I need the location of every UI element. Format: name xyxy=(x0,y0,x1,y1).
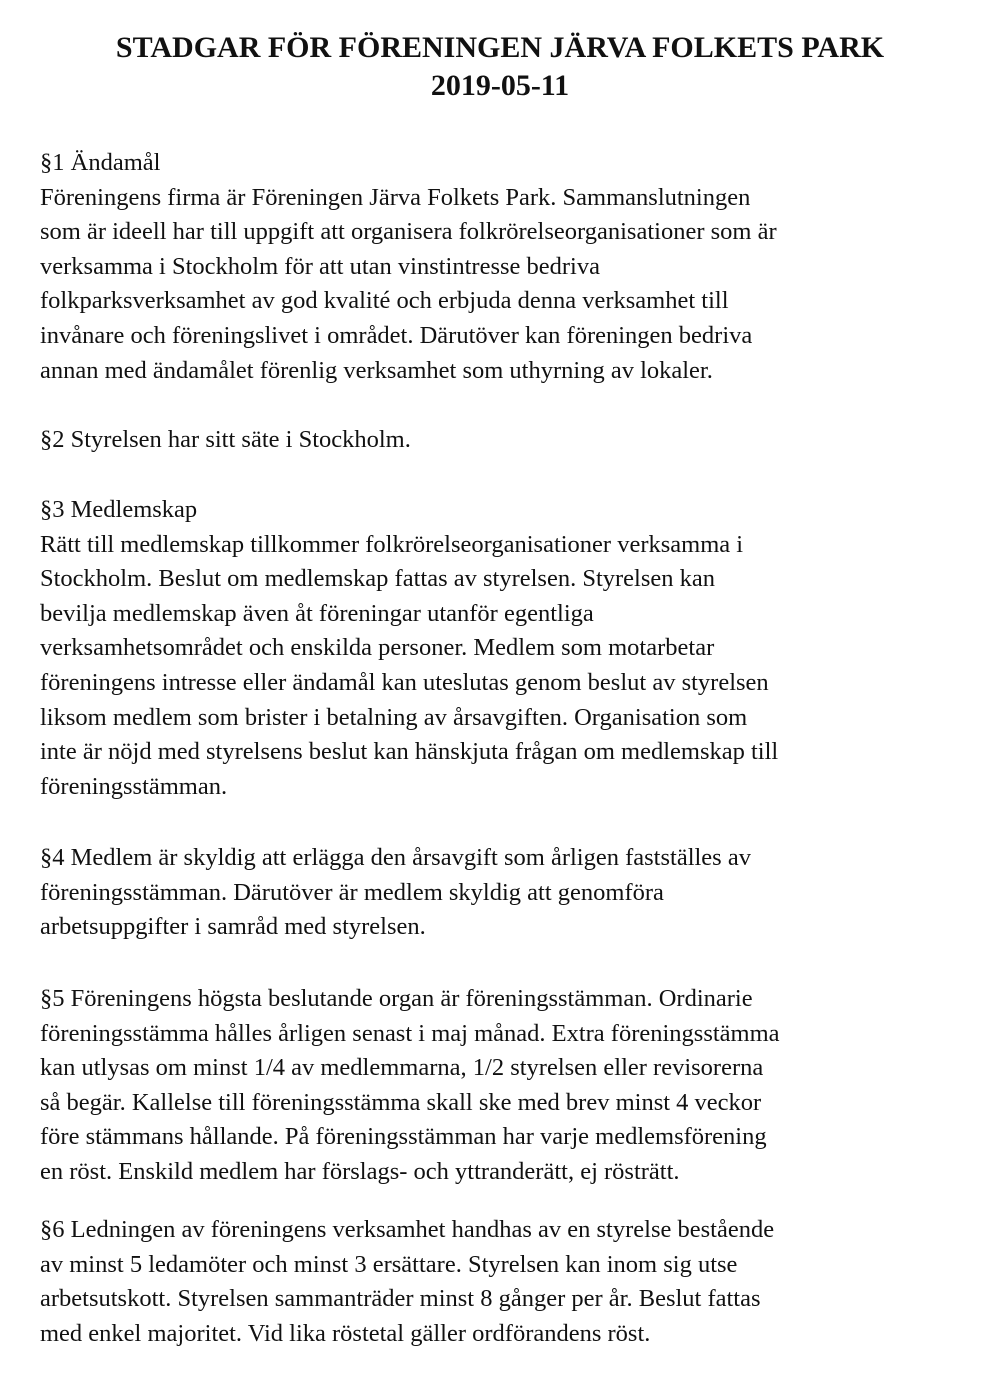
section-text-line: föreningens intresse eller ändamål kan uteslutas genom beslut av styrelsen xyxy=(40,668,769,696)
section-5-foreningsstamma xyxy=(40,982,970,1190)
section-text-line: folkparksverksamhet av god kvalité och erbjuda denna verksamhet till xyxy=(40,287,729,315)
section-text-line: Föreningens firma är Föreningen Järva Folkets Park. Sammanslutningen xyxy=(40,183,751,211)
section-text-line: arbetsutskott. Styrelsen sammanträder minst 8 gånger per år. Beslut fattas xyxy=(40,1285,761,1313)
section-3-medlemskap xyxy=(40,493,970,804)
section-text-line: invånare och föreningslivet i området. Därutöver kan föreningen bedriva xyxy=(40,321,753,349)
section-6-styrelse xyxy=(40,1213,970,1351)
section-heading: §3 Medlemskap xyxy=(40,496,198,523)
section-text-line: föreningsstämma hålles årligen senast i maj månad. Extra föreningsstämma xyxy=(40,1019,780,1047)
section-text-line: Stockholm. Beslut om medlemskap fattas av styrelsen. Styrelsen kan xyxy=(40,565,715,593)
section-text-line: verksamhetsområdet och enskilda personer. Medlem som motarbetar xyxy=(40,634,715,662)
section-text-line: annan med ändamålet förenlig verksamhet som uthyrning av lokaler. xyxy=(40,356,713,384)
document-title: STADGAR FÖR FÖRENINGEN JÄRVA FOLKETS PARK xyxy=(115,31,885,64)
section-text-line: kan utlysas om minst 1/4 av medlemmarna, 1/2 styrelsen eller revisorerna xyxy=(40,1054,764,1082)
section-4-arsavgift xyxy=(40,841,970,945)
section-text-line: liksom medlem som brister i betalning av årsavgiften. Organisation som xyxy=(40,703,748,731)
section-text-line: §6 Ledningen av föreningens verksamhet handhas av en styrelse bestående xyxy=(40,1216,775,1243)
section-2-sate xyxy=(40,423,970,458)
section-text-line: av minst 5 ledamöter och minst 3 ersättare. Styrelsen kan inom sig utse xyxy=(40,1250,738,1278)
section-text-line: bevilja medlemskap även åt föreningar utanför egentliga xyxy=(40,599,594,627)
section-1-andamal xyxy=(40,146,970,388)
section-text-line: föreningsstämman. xyxy=(40,772,228,800)
section-text-line: så begär. Kallelse till föreningsstämma skall ske med brev minst 4 veckor xyxy=(40,1088,762,1116)
section-heading: §1 Ändamål xyxy=(40,149,161,176)
section-text-line: arbetsuppgifter i samråd med styrelsen. xyxy=(40,913,426,941)
section-text-line: verksamma i Stockholm för att utan vinstintresse bedriva xyxy=(40,252,600,280)
section-text-line: §4 Medlem är skyldig att erlägga den årsavgift som årligen fastställes av xyxy=(40,844,751,871)
section-text-line: inte är nöjd med styrelsens beslut kan hänskjuta frågan om medlemskap till xyxy=(40,738,779,766)
section-text-line: §5 Föreningens högsta beslutande organ är föreningsstämman. Ordinarie xyxy=(40,985,753,1012)
section-text-line: som är ideell har till uppgift att organisera folkrörelseorganisationer som är xyxy=(40,218,777,246)
section-text-line: föreningsstämman. Därutöver är medlem skyldig att genomföra xyxy=(40,878,664,906)
section-text-line: §2 Styrelsen har sitt säte i Stockholm. xyxy=(40,426,411,453)
section-text-line: Rätt till medlemskap tillkommer folkrörelseorganisationer verksamma i xyxy=(40,530,744,558)
section-text-line: en röst. Enskild medlem har förslags- och yttranderätt, ej rösträtt. xyxy=(40,1157,680,1185)
section-text-line: med enkel majoritet. Vid lika röstetal gäller ordförandens röst. xyxy=(40,1319,651,1347)
document-date: 2019-05-11 xyxy=(430,69,570,102)
section-text-line: före stämmans hållande. På föreningsstämman har varje medlemsförening xyxy=(40,1123,767,1151)
